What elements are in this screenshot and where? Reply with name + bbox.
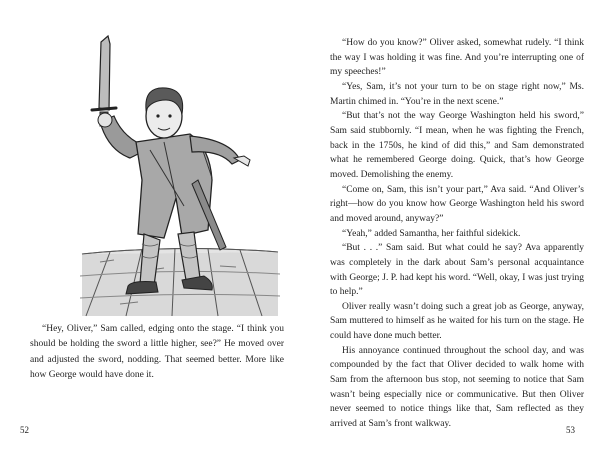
paragraph: “Yes, Sam, it’s not your turn to be on stage right now,” Ms. Martin chimed in. “You’re in the next scene.” xyxy=(330,81,584,107)
paragraph: His annoyance continued throughout the school day, and was compounded by the fact that Oliver decided to walk home with Sam from the afternoon bus stop, not seeming to notice that Sam wasn’t being especially nice or communicative. But then Oliver never seemed to notice things like that, Sam reflected as they arrived at Sam’s front walkway. xyxy=(330,345,584,430)
paragraph: “Hey, Oliver,” Sam called, edging onto the stage. “I think you should be holding the sword a little higher, see?” He moved over and adjusted the sword, nodding. That seemed better. More like how George would have done it. xyxy=(30,324,284,380)
page-number: 53 xyxy=(566,425,575,435)
right-page-text xyxy=(330,36,584,432)
paragraph: “But that’s not the way George Washington held his sword,” Sam said stubbornly. “I mean, when he was fighting the French, back in the 1750s, he kind of did this,” and Sam demonstrated what he remembered George doing. Quick, that’s how George moved. Demolishing the enemy. xyxy=(330,111,584,180)
paragraph: “But . . .” Sam said. But what could he say? Ava apparently was completely in the dark about Sam’s personal acquaintance with George; J. P. had kept his word. “Well, okay, I was just trying to help.” xyxy=(330,243,584,298)
paragraph: Oliver really wasn’t doing such a great job as George, anyway, Sam muttered to himself as he waited for his turn on the stage. He could have done much better. xyxy=(330,301,584,342)
paragraph: “How do you know?” Oliver asked, somewhat rudely. “I think the way I was holding it was fine. And you’re interrupting one of my speeches!” xyxy=(330,38,584,78)
left-page-text xyxy=(30,322,284,383)
stage-floor xyxy=(80,248,280,316)
raised-sword xyxy=(92,36,116,126)
paragraph: “Yeah,” added Samantha, her faithful sidekick. xyxy=(342,228,521,239)
page-number: 52 xyxy=(20,425,29,435)
paragraph: “Come on, Sam, this isn’t your part,” Ava said. “And Oliver’s right—how do you know how George Washington held his sword and moved around, anyway?” xyxy=(330,184,584,224)
boy-with-sword-illustration xyxy=(80,30,280,318)
